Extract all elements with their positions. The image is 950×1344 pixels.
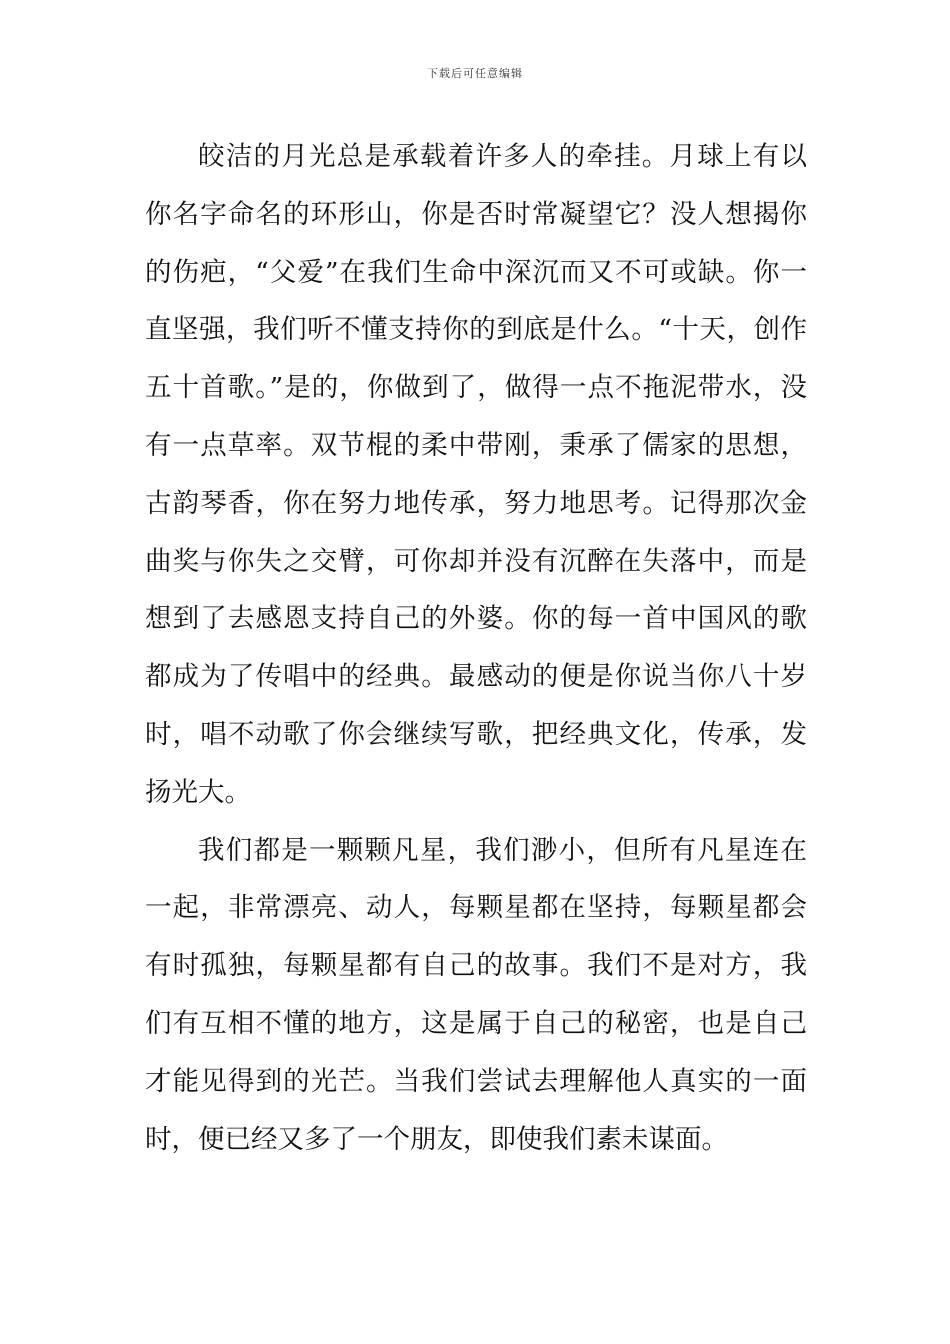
body-text (145, 128, 807, 1168)
paragraph-1: 皎洁的月光总是承载着许多人的牵挂。月球上有以你名字命名的环形山，你是否时常凝望它？没人想揭你的伤疤，“父爱”在我们生命中深沉而又不可或缺。你一直坚强，我们听不懂支持你的到底是什么。“十天，创作五十首歌。”是的，你做到了，做得一点不拖泥带水，没有一点草率。双节棍的柔中带刚，秉承了儒家的思想，古韵琴香，你在努力地传承，努力地思考。记得那次金曲奖与你失之交臂，可你却并没有沉醉在失落中，而是想到了去感恩支持自己的外婆。你的每一首中国风的歌都成为了传唱中的经典。最感动的便是你说当你八十岁时，唱不动歌了你会继续写歌，把经典文化，传承，发扬光大。 (145, 141, 807, 808)
paragraph-2: 我们都是一颗颗凡星，我们渺小，但所有凡星连在一起，非常漂亮、动人，每颗星都在坚持，每颗星都会有时孤独，每颗星都有自己的故事。我们不是对方，我们有互相不懂的地方，这是属于自己的秘密，也是自己才能见得到的光芒。当我们尝试去理解他人真实的一面时，便已经又多了一个朋友，即使我们素未谋面。 (145, 834, 807, 1155)
page-header: 下载后可任意编辑 (427, 67, 523, 80)
